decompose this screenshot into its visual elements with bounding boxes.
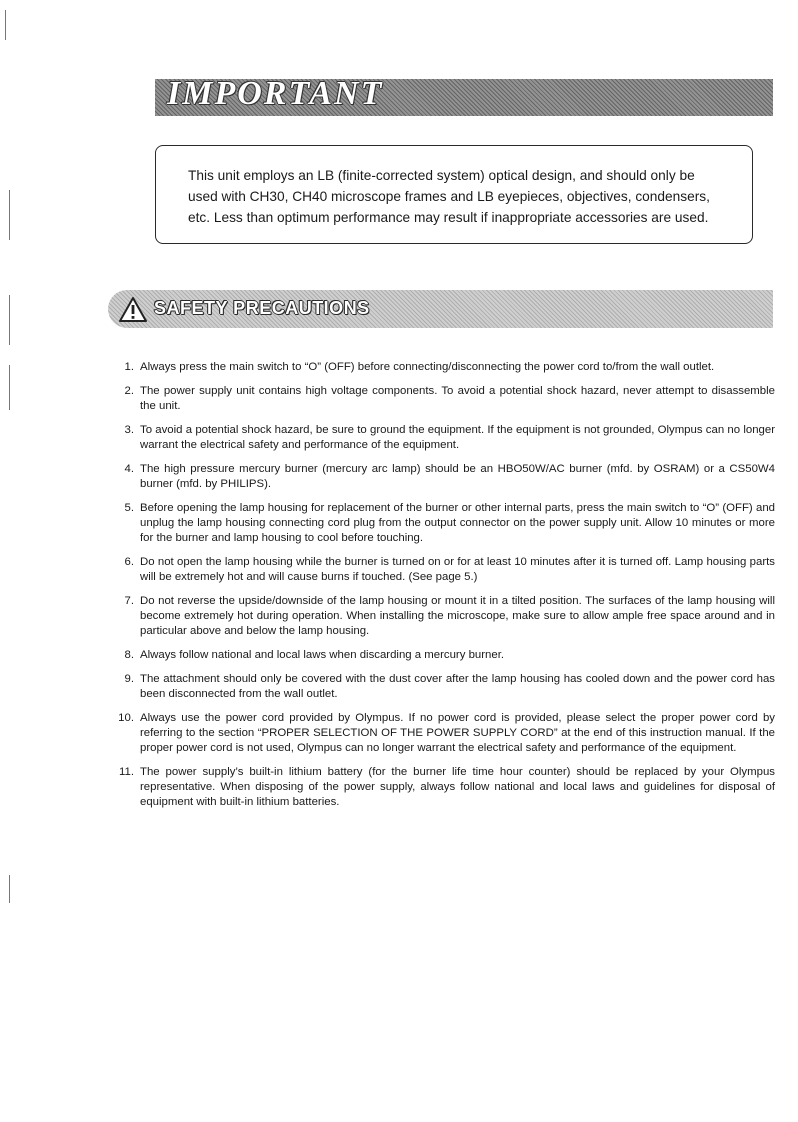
precaution-number: 10. [118,712,134,724]
precaution-text: Do not reverse the upside/downside of the lamp housing or mount it in a tilted position. The surfaces of the lamp housing will become extremely hot during operation. When installing the microscope, make sure to allow ample free space around and in particular above and below the lamp housing. [140,595,775,637]
margin-mark [9,295,10,345]
margin-mark [9,875,10,903]
safety-title: SAFETY PRECAUTIONS [154,298,370,318]
precaution-number: 1. [124,361,134,373]
margin-mark [9,365,10,410]
precaution-text: Always use the power cord provided by Olympus. If no power cord is provided, please select the proper power cord by referring to the section “PROPER SELECTION OF THE POWER SUPPLY CORD” at the end of this instruction manual. If the proper power cord is not used, Olympus can no longer warrant the electrical safety and performance of the equipment. [140,712,775,754]
margin-mark [5,10,6,40]
important-banner [155,75,773,116]
precaution-number: 2. [124,385,134,397]
precaution-item [119,765,775,810]
precaution-text: Do not open the lamp housing while the burner is turned on or for at least 10 minutes after it is turned off. Lamp housing parts will be extremely hot and will cause burns if touched. (See page 5.) [140,556,775,583]
precaution-text: Always follow national and local laws when discarding a mercury burner. [140,649,505,661]
precaution-item [118,711,775,756]
precaution-number: 6. [124,556,134,568]
precaution-text: Always press the main switch to “O” (OFF) before connecting/disconnecting the power cord to/from the wall outlet. [140,361,715,373]
precaution-item [124,501,775,546]
precaution-item [124,462,775,492]
notice-text: This unit employs an LB (finite-corrected system) optical design, and should only be used with CH30, CH40 microscope frames and LB eyepieces, objectives, condensers, etc. Less than optimum performance may result if inappropriate accessories are used. [188,168,710,225]
important-title: IMPORTANT [167,75,384,112]
precaution-item [124,555,775,585]
precaution-number: 9. [124,673,134,685]
precaution-item [124,672,775,702]
precaution-number: 7. [124,595,134,607]
precaution-number: 5. [124,502,134,514]
precaution-item [124,594,775,639]
margin-mark [9,190,10,240]
precaution-text: The power supply’s built-in lithium battery (for the burner life time hour counter) should be replaced by your Olympus representative. When disposing of the power supply, always follow national and local laws and guidelines for disposal of equipment with built-in lithium batteries. [140,766,775,808]
warning-triangle-icon [118,296,148,323]
precaution-number: 11. [119,766,134,778]
notice-box [155,145,753,244]
precaution-item [124,384,775,414]
precaution-number: 8. [124,649,134,661]
precaution-item [124,360,775,375]
precaution-number: 4. [124,463,134,475]
precaution-number: 3. [124,424,134,436]
safety-banner [108,290,773,328]
precaution-text: The power supply unit contains high voltage components. To avoid a potential shock hazard, never attempt to disassemble the unit. [140,385,775,412]
precaution-text: To avoid a potential shock hazard, be sure to ground the equipment. If the equipment is not grounded, Olympus can no longer warrant the electrical safety and performance of the equipment. [140,424,775,451]
safety-precautions-list [118,360,775,819]
precaution-text: Before opening the lamp housing for replacement of the burner or other internal parts, press the main switch to “O” (OFF) and unplug the lamp housing connecting cord plug from the output connector on the power supply unit. Allow 10 minutes or more for the burner and lamp housing to cool before touching. [140,502,775,544]
precaution-text: The high pressure mercury burner (mercury arc lamp) should be an HBO50W/AC burner (mfd. by OSRAM) or a CS50W4 burner (mfd. by PHILIPS). [140,463,775,490]
precaution-item [124,648,775,663]
precaution-item [124,423,775,453]
precaution-text: The attachment should only be covered with the dust cover after the lamp housing has cooled down and the power cord has been disconnected from the wall outlet. [140,673,775,700]
